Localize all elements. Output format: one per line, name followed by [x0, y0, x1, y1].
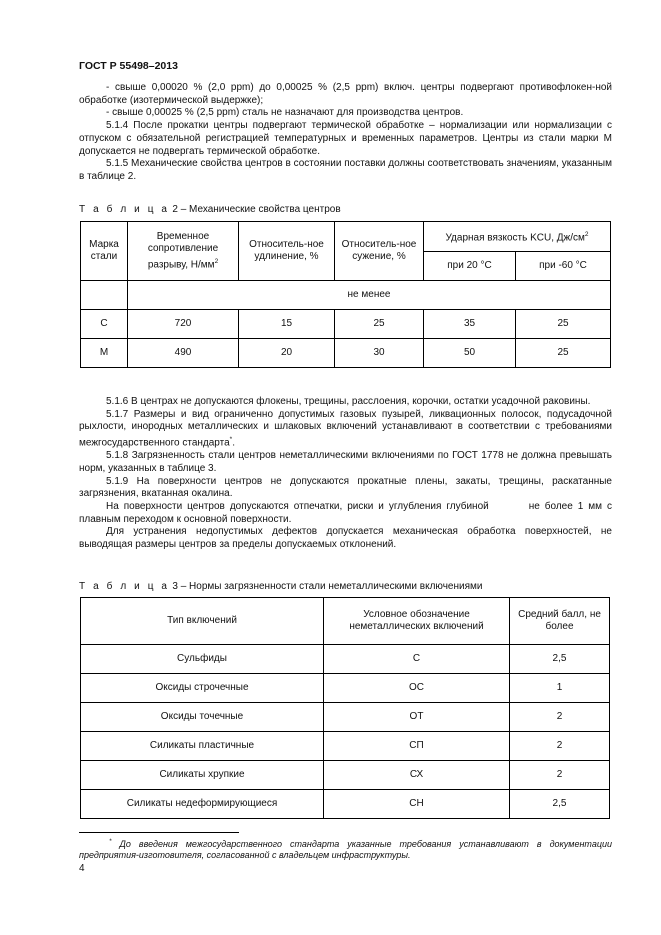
cell-grade: М	[81, 339, 128, 368]
head-impact: Ударная вязкость KCU, $Дж/см^2$	[424, 222, 611, 252]
cell-score: 2,5	[510, 645, 610, 674]
cell-type: Оксиды точечные	[81, 703, 324, 732]
cell-kcu-20: 35	[424, 310, 516, 339]
table3-caption-word: Т а б л и ц а	[79, 581, 170, 592]
cell-elongation: 15	[239, 310, 335, 339]
paragraph-5-1-8: 5.1.8 Загрязненность стали центров неметаллическими включениями по ГОСТ 1778 не должна превышать норм, указанных в таблице 3.	[79, 450, 612, 474]
table2-caption-title: 2 – Механические свойства центров	[169, 204, 341, 215]
table-row	[81, 790, 610, 819]
paragraph-5-1-9: 5.1.9 На поверхности центров не допускаются прокатные плены, закаты, трещины, раскатанные загрязнения, вкатанная окалина.	[79, 475, 612, 500]
document-header: ГОСТ Р 55498–2013	[79, 60, 178, 72]
footnote	[79, 836, 612, 861]
cell-type: Оксиды строчечные	[81, 674, 324, 703]
table-row	[81, 339, 611, 368]
cell-strength: 720	[128, 310, 239, 339]
table-row	[81, 645, 610, 674]
table-minimum-row	[81, 281, 611, 310]
cell-score: 2	[510, 703, 610, 732]
cell-contraction: 30	[335, 339, 424, 368]
cell-kcu-minus-60: 25	[516, 339, 611, 368]
paragraph-5-1-6: 5.1.6 В центрах не допускаются флокены, трещины, расслоения, корочки, остатки усадочной раковины.	[106, 396, 591, 407]
cell-contraction: 25	[335, 310, 424, 339]
cell-type: Сульфиды	[81, 645, 324, 674]
cell-score: 2,5	[510, 790, 610, 819]
head-temp-minus-60: при -60 °С	[516, 252, 611, 281]
footnote-mark: *	[109, 838, 112, 845]
paragraph-hydrogen-range: - свыше 0,00020 % (2,0 ppm) до 0,00025 % (2,5 ppm) включ. центры подвергают противофлокен-ной обработке (изотермической выдержке);	[79, 82, 612, 106]
cell-type: Силикаты хрупкие	[81, 761, 324, 790]
footnote-divider	[79, 832, 239, 833]
paragraph-hydrogen-limit: - свыше 0,00025 % (2,5 ppm) сталь не назначают для производства центров.	[106, 107, 464, 119]
paragraph-5-1-5: 5.1.5 Механические свойства центров в состоянии поставки должны соответствовать значениям, указанным в таблице 2.	[79, 158, 612, 182]
footnote-reference: *	[229, 436, 233, 444]
cell-type: Силикаты недеформирующиеся	[81, 790, 324, 819]
table2-caption-word: Т а б л и ц а	[79, 204, 170, 215]
head-grade: Марка стали	[81, 222, 128, 281]
top-text-block	[79, 82, 612, 184]
min-label: не менее	[128, 281, 611, 310]
paragraph-5-1-7: 5.1.7 Размеры и вид ограниченно допустимых газовых пузырей, ликвационных полосок, подусадочной рыхлости, инородных металлических и шлаковых включений устанавливают в соответствии с требованиями межгосударственного стандарта*.	[79, 408, 612, 449]
inclusions-table	[80, 597, 610, 819]
table-header-row	[81, 222, 611, 252]
table2-caption	[79, 204, 341, 215]
cell-elongation: 20	[239, 339, 335, 368]
table-row	[81, 761, 610, 790]
head-contraction: Относитель-ное сужение, %	[335, 222, 424, 281]
cell-kcu-minus-60: 25	[516, 310, 611, 339]
table-row	[81, 703, 610, 732]
cell-score: 2	[510, 761, 610, 790]
cell-symbol: С	[324, 645, 510, 674]
head-elongation: Относитель-ное удлинение, %	[239, 222, 335, 281]
mechanical-properties-table	[80, 221, 611, 368]
cell-symbol: ОС	[324, 674, 510, 703]
cell-score: 1	[510, 674, 610, 703]
page-number: 4	[79, 863, 85, 874]
footnote-text: До введения межгосударственного стандарта указанные требования устанавливают в документации предприятия-изготовителя, согласованной с владельцем инфраструктуры.	[79, 839, 612, 860]
cell-symbol: СП	[324, 732, 510, 761]
paragraph-surface-defects: На поверхности центров допускаются отпечатки, риски и углубления глубиной не более 1 мм с плавным переходом к основной поверхности.	[79, 500, 612, 525]
table-row	[81, 674, 610, 703]
head-temp-20: при 20 °С	[424, 252, 516, 281]
paragraph-machining: Для устранения недопустимых дефектов допускается механическая обработка поверхностей, не выводящая размеры центров за пределы допускаемых отклонений.	[79, 526, 612, 551]
table3-caption-title: 3 – Нормы загрязненности стали неметаллическими включениями	[169, 581, 483, 592]
table3-caption	[79, 581, 482, 592]
head-inclusion-symbol: Условное обозначение неметаллических включений	[324, 598, 510, 645]
cell-score: 2	[510, 732, 610, 761]
cell-symbol: СН	[324, 790, 510, 819]
cell-kcu-20: 50	[424, 339, 516, 368]
head-inclusion-type: Тип включений	[81, 598, 324, 645]
cell-strength: 490	[128, 339, 239, 368]
cell-symbol: ОТ	[324, 703, 510, 732]
head-strength: Временное сопротивление разрыву, $Н/мм^2$	[128, 222, 239, 281]
table-header-row	[81, 598, 610, 645]
cell-type: Силикаты пластичные	[81, 732, 324, 761]
head-average-score: Средний балл, не более	[510, 598, 610, 645]
cell-grade: С	[81, 310, 128, 339]
paragraph-5-1-4: 5.1.4 После прокатки центры подвергают термической обработке – нормализации или нормализации с отпуском с обязательной регистрацией температурных и временных параметров. Центры из стали марки М допускается не подвергать термической обработке.	[79, 120, 612, 157]
mid-text-block	[79, 396, 612, 552]
cell-symbol: СХ	[324, 761, 510, 790]
table-row	[81, 310, 611, 339]
table-row	[81, 732, 610, 761]
